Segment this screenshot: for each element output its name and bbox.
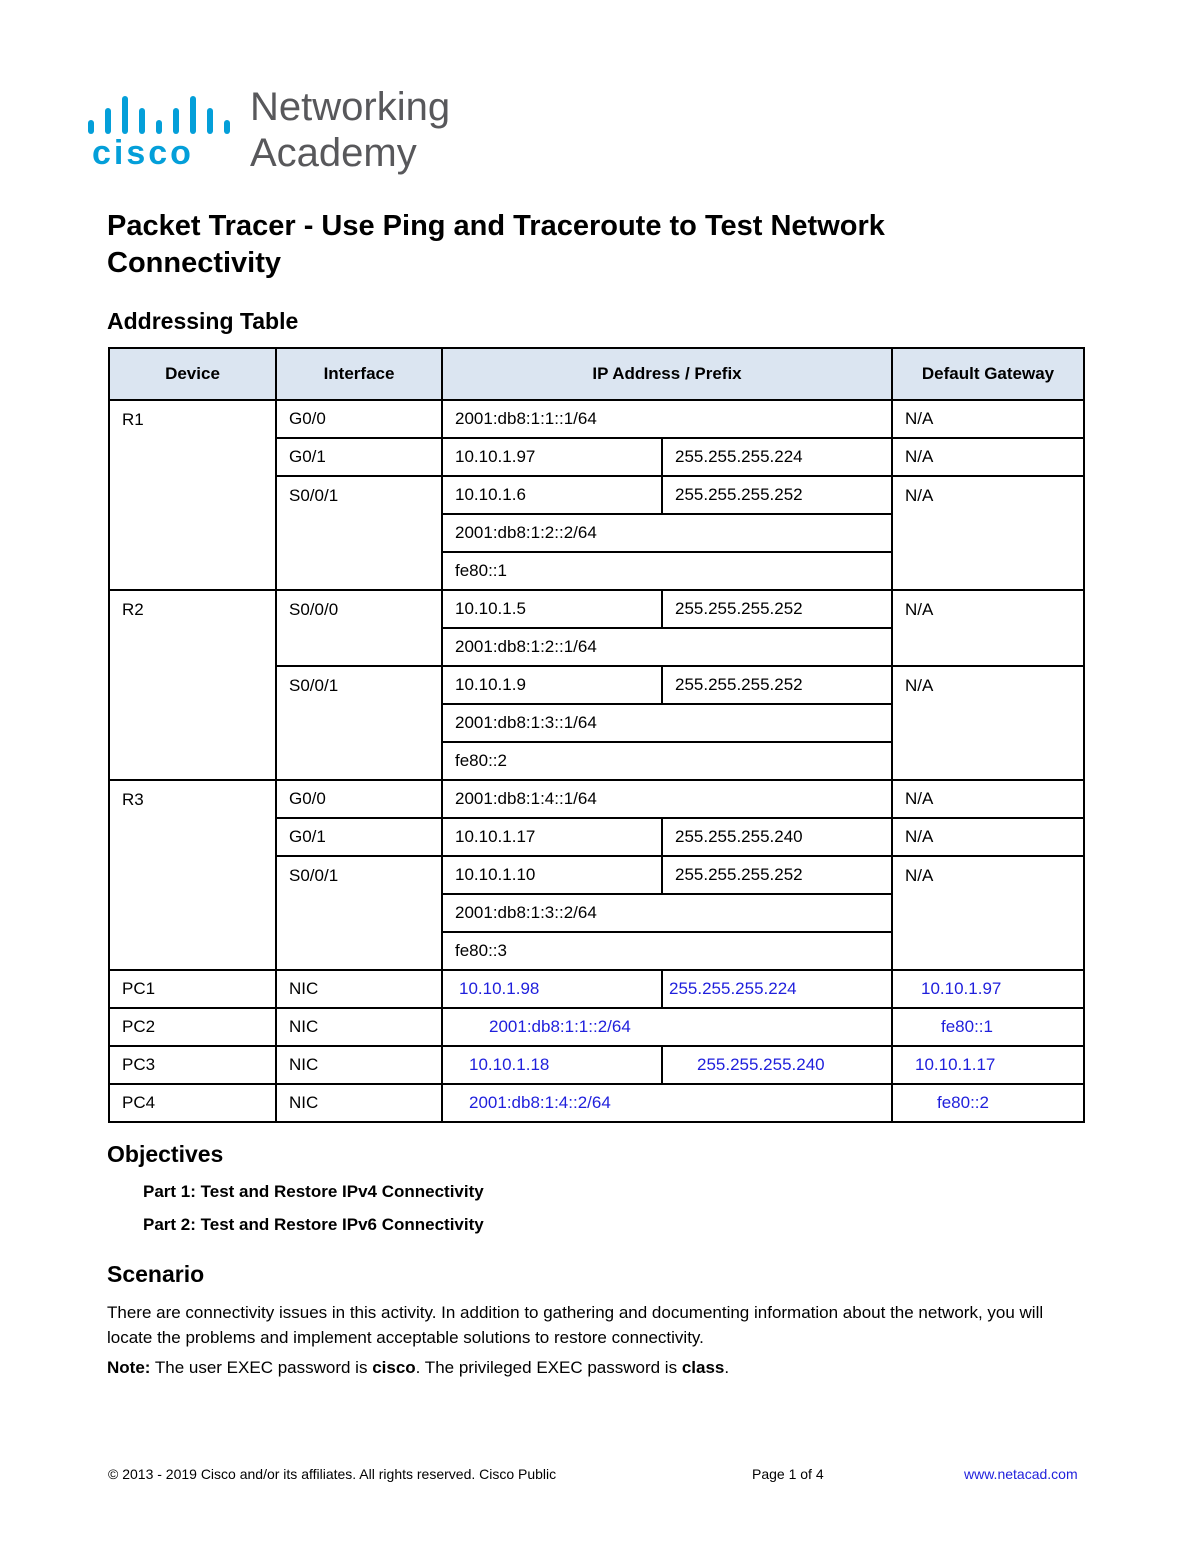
table-row [109,1008,1084,1046]
ip-cell: 10.10.1.98 [442,970,662,1008]
interface-cell: G0/0 [276,400,442,438]
gateway-cell: N/A [892,590,1084,666]
device-cell: PC2 [109,1008,276,1046]
privileged-password: class [681,1358,725,1377]
scenario-heading: Scenario [107,1261,205,1287]
note-label: Note: [107,1358,151,1377]
ip-cell: 10.10.1.10 [442,856,662,894]
ip-cell: 2001:db8:1:4::2/64 [442,1084,892,1122]
ip-cell: 10.10.1.97 [442,438,662,476]
mask-cell: 255.255.255.252 [662,666,892,704]
interface-cell: S0/0/1 [276,666,442,780]
ip-cell: 10.10.1.9 [442,666,662,704]
ip-cell: 10.10.1.17 [442,818,662,856]
objectives-heading: Objectives [107,1141,224,1167]
interface-cell: S0/0/1 [276,856,442,970]
interface-cell: NIC [276,1084,442,1122]
mask-cell: 255.255.255.224 [662,970,892,1008]
device-cell: PC3 [109,1046,276,1084]
table-row [109,970,1084,1008]
scenario-text: There are connectivity issues in this activity. In addition to gathering and documenting information about the network, you will locate the problems and implement acceptable solutions to restore connectivity. [107,1303,1044,1347]
mask-cell: 255.255.255.240 [662,818,892,856]
gateway-cell: 10.10.1.17 [892,1046,1084,1084]
table-header-row [109,348,1084,400]
interface-cell: S0/0/1 [276,476,442,590]
interface-cell: NIC [276,970,442,1008]
gateway-cell: fe80::2 [892,1084,1084,1122]
ip-cell: 2001:db8:1:1::2/64 [442,1008,892,1046]
ip-cell: 2001:db8:1:3::2/64 [442,894,892,932]
table-row [109,400,1084,438]
ip-cell: 2001:db8:1:3::1/64 [442,704,892,742]
table-row [109,590,1084,628]
mask-cell: 255.255.255.252 [662,856,892,894]
ip-cell: 10.10.1.18 [442,1046,662,1084]
ip-cell: fe80::1 [442,552,892,590]
device-cell: R1 [109,400,276,590]
ip-cell: 2001:db8:1:2::2/64 [442,514,892,552]
header-ip-address: IP Address / Prefix [442,348,892,400]
user-password: cisco [372,1358,416,1377]
ip-cell: 10.10.1.6 [442,476,662,514]
ip-cell: 10.10.1.5 [442,590,662,628]
interface-cell: S0/0/0 [276,590,442,666]
ip-cell: fe80::3 [442,932,892,970]
footer-copyright: © 2013 - 2019 Cisco and/or its affiliates. All rights reserved. Cisco Public [108,1466,557,1482]
gateway-cell: N/A [892,476,1084,590]
gateway-cell: 10.10.1.97 [892,970,1084,1008]
device-cell: R3 [109,780,276,970]
gateway-cell: N/A [892,666,1084,780]
ip-cell: 2001:db8:1:2::1/64 [442,628,892,666]
header-default-gateway: Default Gateway [892,348,1084,400]
footer-page-number: Page 1 of 4 [752,1466,824,1482]
footer-url-link[interactable]: www.netacad.com [964,1466,1078,1482]
header-interface: Interface [276,348,442,400]
device-cell: R2 [109,590,276,780]
header-device: Device [109,348,276,400]
ip-cell: 2001:db8:1:4::1/64 [442,780,892,818]
ip-cell: fe80::2 [442,742,892,780]
networking-academy-label: Networking Academy [250,85,451,175]
gateway-cell: N/A [892,438,1084,476]
addressing-table-heading: Addressing Table [107,308,299,334]
gateway-cell: N/A [892,400,1084,438]
objectives-list [143,1182,484,1248]
interface-cell: G0/1 [276,438,442,476]
page-title: Packet Tracer - Use Ping and Traceroute to Test Network Connectivity [107,210,885,279]
ip-cell: 2001:db8:1:1::1/64 [442,400,892,438]
note-text: Note: The user EXEC password is cisco. The privileged EXEC password is class. [107,1358,730,1377]
interface-cell: NIC [276,1046,442,1084]
gateway-cell: N/A [892,818,1084,856]
mask-cell: 255.255.255.252 [662,590,892,628]
interface-cell: G0/1 [276,818,442,856]
device-cell: PC4 [109,1084,276,1122]
gateway-cell: fe80::1 [892,1008,1084,1046]
device-cell: PC1 [109,970,276,1008]
table-row [109,1084,1084,1122]
table-row [109,1046,1084,1084]
gateway-cell: N/A [892,856,1084,970]
interface-cell: NIC [276,1008,442,1046]
gateway-cell: N/A [892,780,1084,818]
table-row [109,780,1084,818]
cisco-wordmark: cisco [92,134,194,172]
interface-cell: G0/0 [276,780,442,818]
mask-cell: 255.255.255.252 [662,476,892,514]
addressing-table [108,347,1085,1123]
cisco-networking-academy-logo [88,86,468,181]
mask-cell: 255.255.255.224 [662,438,892,476]
mask-cell: 255.255.255.240 [662,1046,892,1084]
objective-item: Part 2: Test and Restore IPv6 Connectivity [143,1215,484,1234]
cisco-bars-icon [88,94,228,134]
objective-item: Part 1: Test and Restore IPv4 Connectivity [143,1182,484,1201]
